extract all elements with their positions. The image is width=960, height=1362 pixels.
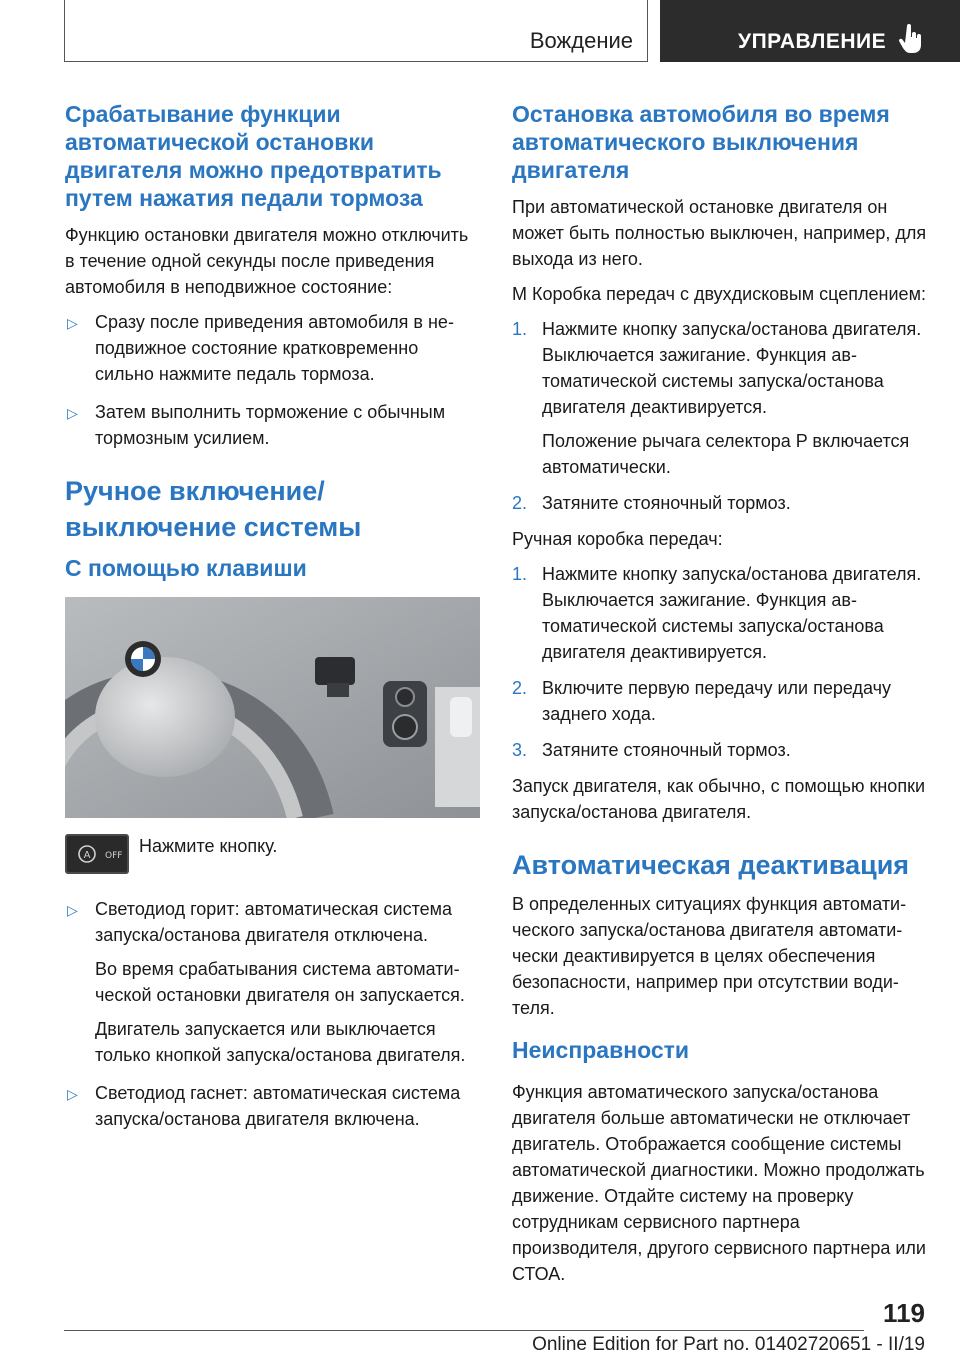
paragraph-start-engine: Запуск двигателя, как обычно, с помощью кнопки запуска/останова двигателя. [512, 776, 925, 822]
heading-stop-during-auto-off: Остановка автомобиля во время автоматического выключения двигателя [512, 101, 890, 183]
heading-prevent-stop: Срабатывание функции автоматической остановки двигателя можно предотвратить путем нажатия педали тормоза [65, 101, 442, 211]
list-item: ▷ Затем выполнить торможение с обычным тормозным усилием. [67, 402, 446, 448]
heading-malfunctions: Неисправности [512, 1037, 690, 1063]
svg-text:OFF: OFF [105, 851, 123, 861]
steering-wheel-photo [65, 597, 480, 818]
svg-text:A: A [83, 850, 91, 861]
paragraph-auto-deactivation: В определенных ситуациях функция автоматического запуска/останова двигателя автоматически деактивируется в целях обеспечения безопасности, например при отсутствии водителя. [512, 894, 907, 1018]
heading-manual-toggle: Ручное включение/выключение системы [65, 476, 362, 542]
paragraph-stop: При автоматической остановке двигателя он может быть полностью выключен, например, для выхода из него. [512, 197, 927, 269]
list-item: 3. Затяните стояночный тормоз. [512, 740, 791, 760]
heading-with-key: С помощью клавиши [65, 555, 307, 581]
triangle-bullet-icon: ▷ [67, 315, 78, 331]
hand-pointer-icon [898, 24, 924, 54]
left-column [65, 100, 480, 1144]
key-caption: Нажмите кнопку. [139, 836, 278, 856]
header-chapter-label: УПРАВЛЕНИЕ [738, 30, 887, 53]
paragraph-malfunctions: Функция автоматического запуска/останова двигателя больше автоматически не отключает двигатель. Отображается сообщение системы автоматической диагностики. Можно продолжать движение. Отдайте систему на проверку сотрудникам сервисного партнера производителя, другого сервисного партнера или СТОА. [512, 1082, 926, 1284]
list-item: 1. Нажмите кнопку запуска/останова двигателя. Выключается зажигание. Функция автоматической системы запуска/останова двигателя деактивируется. Положение рычага селектора P включается автоматически. [512, 319, 922, 477]
triangle-bullet-icon: ▷ [67, 405, 78, 421]
header-section-tab [64, 0, 648, 62]
key-caption-row [65, 834, 480, 880]
triangle-bullet-icon: ▷ [67, 1086, 78, 1102]
paragraph-auto-gear: M Коробка передач с двухдисковым сцеплением: [512, 284, 926, 304]
list-item: 2. Затяните стояночный тормоз. [512, 493, 791, 513]
footer-divider [64, 1330, 864, 1331]
auto-start-stop-off-button-icon [65, 834, 129, 874]
paragraph-manual-gear: Ручная коробка передач: [512, 529, 723, 549]
triangle-bullet-icon: ▷ [67, 902, 78, 918]
list-item: 2. Включите первую передачу или передачу заднего хода. [512, 678, 891, 724]
page-number: 119 [883, 1298, 925, 1328]
paragraph-prevent-stop: Функцию остановки двигателя можно отключить в течение одной секунды после приведения автомобиля в неподвижное состояние: [65, 225, 469, 297]
list-item: ▷ Светодиод горит: автоматическая система запуска/останова двигателя отключена. Во время срабатывания система автоматической остановки двигателя он запускается. Двигатель запускается или выключается только кнопкой запуска/останова двигателя. [67, 899, 466, 1065]
list-item: ▷ Сразу после приведения автомобиля в неподвижное состояние кратковременно сильно нажмите педаль тормоза. [67, 312, 454, 384]
right-column [512, 100, 927, 1296]
header-chapter-tab [660, 0, 960, 62]
list-item: ▷ Светодиод гаснет: автоматическая система запуска/останова двигателя включена. [67, 1083, 461, 1129]
heading-auto-deactivation: Автоматическая деактивация [512, 850, 910, 880]
list-item: 1. Нажмите кнопку запуска/останова двигателя. Выключается зажигание. Функция автоматической системы запуска/останова двигателя деактивируется. [512, 564, 922, 662]
header-section-label: Вождение [529, 28, 633, 53]
edition-note: Online Edition for Part no. 01402720651 - II/19 [532, 1334, 925, 1355]
